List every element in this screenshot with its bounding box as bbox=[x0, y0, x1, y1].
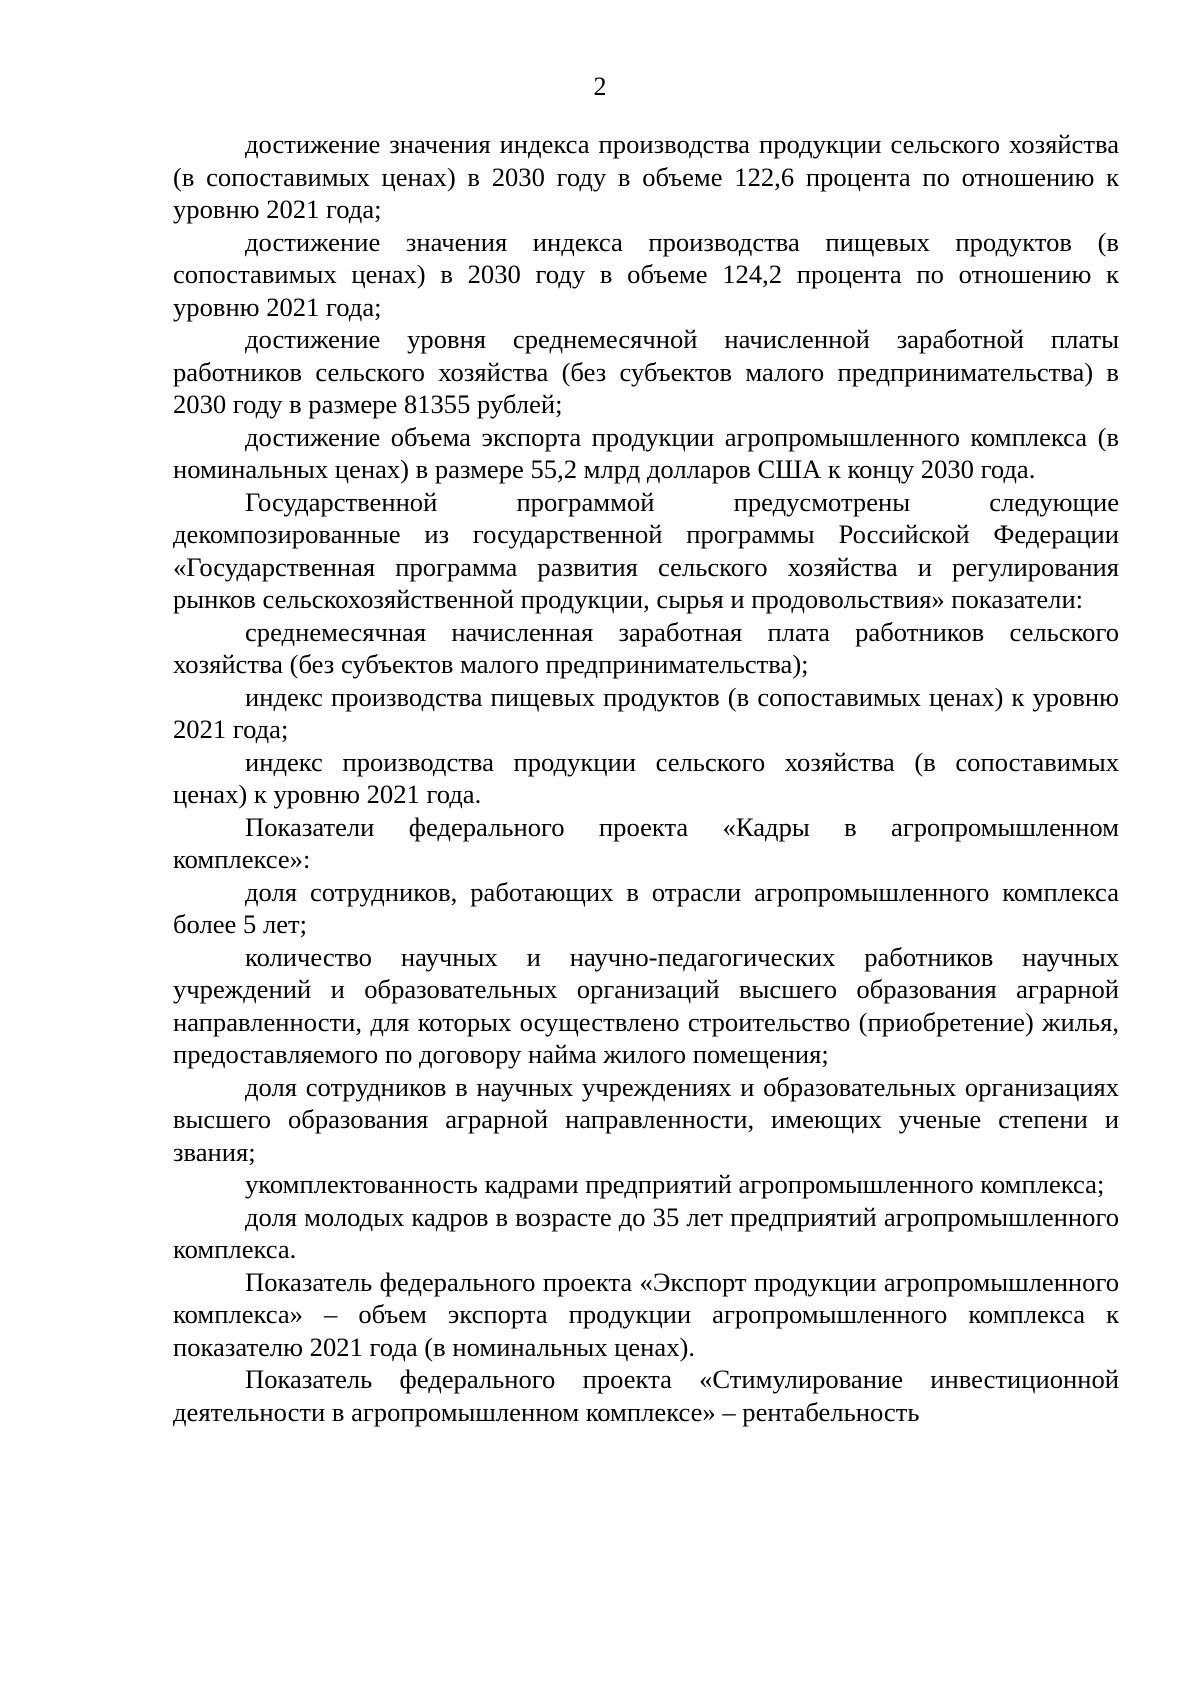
paragraph-indicator-staffing-level: укомплектованность кадрами предприятий агропромышленного комплекса; bbox=[245, 1169, 1105, 1199]
paragraph-export-volume-goal: достижение объема экспорта продукции агропромышленного комплекса (в номинальных ценах) в размере 55,2 млрд долларов США к концу 2030 года. bbox=[173, 421, 1119, 484]
paragraph-indicator-scientific-workers-housing: количество научных и научно-педагогических работников научных учреждений и образовательных организаций высшего образования аграрной направленности, для которых осуществлено строительство (приобретение) жилья, предоставляемого по договору найма жилого помещения; bbox=[173, 941, 1119, 1069]
paragraph-food-production-index-goal: достижение значения индекса производства пищевых продуктов (в сопоставимых ценах) в 2030 году в объеме 124,2 процента по отношению к уровню 2021 года; bbox=[173, 226, 1119, 322]
paragraph-personnel-project-heading: Показатели федерального проекта «Кадры в агропромышленном комплексе»: bbox=[173, 811, 1119, 874]
paragraph-export-project-indicator: Показатель федерального проекта «Экспорт продукции агропромышленного комплекса» – объем экспорта продукции агропромышленного комплекса к показателю 2021 года (в номинальных ценах). bbox=[173, 1266, 1119, 1362]
paragraph-indicator-agri-index: индекс производства продукции сельского хозяйства (в сопоставимых ценах) к уровню 2021 года. bbox=[173, 746, 1119, 809]
paragraph-indicator-academic-degrees-share: доля сотрудников в научных учреждениях и образовательных организациях высшего образования аграрной направленности, имеющих ученые степени и звания; bbox=[173, 1071, 1119, 1167]
page-number: 2 bbox=[593, 72, 607, 101]
paragraph-agri-production-index-goal: достижение значения индекса производства продукции сельского хозяйства (в сопоставимых ценах) в 2030 году в объеме 122,6 процента по отношению к уровню 2021 года; bbox=[173, 129, 1119, 224]
document-body bbox=[173, 128, 1119, 1428]
paragraph-investment-project-indicator: Показатель федерального проекта «Стимулирование инвестиционной деятельности в агропромышленном комплексе» – рентабельность bbox=[173, 1364, 1119, 1427]
paragraph-indicator-young-staff-share: доля молодых кадров в возрасте до 35 лет предприятий агропромышленного комплекса. bbox=[173, 1201, 1119, 1264]
paragraph-indicator-food-index: индекс производства пищевых продуктов (в сопоставимых ценах) к уровню 2021 года; bbox=[173, 681, 1119, 744]
paragraph-average-salary-goal: достижение уровня среднемесячной начисленной заработной платы работников сельского хозяйства (без субъектов малого предпринимательства) в 2030 году в размере 81355 рублей; bbox=[173, 324, 1119, 419]
paragraph-indicator-employees-share: доля сотрудников, работающих в отрасли агропромышленного комплекса более 5 лет; bbox=[173, 876, 1119, 939]
paragraph-decomposed-indicators-intro: Государственной программой предусмотрены следующие декомпозированные из государственной программы Российской Федерации «Государственная программа развития сельского хозяйства и регулирования рынков сельскохозяйственной продукции, сырья и продовольствия» показатели: bbox=[173, 486, 1119, 614]
paragraph-indicator-average-salary: среднемесячная начисленная заработная плата работников сельского хозяйства (без субъектов малого предпринимательства); bbox=[173, 616, 1119, 679]
